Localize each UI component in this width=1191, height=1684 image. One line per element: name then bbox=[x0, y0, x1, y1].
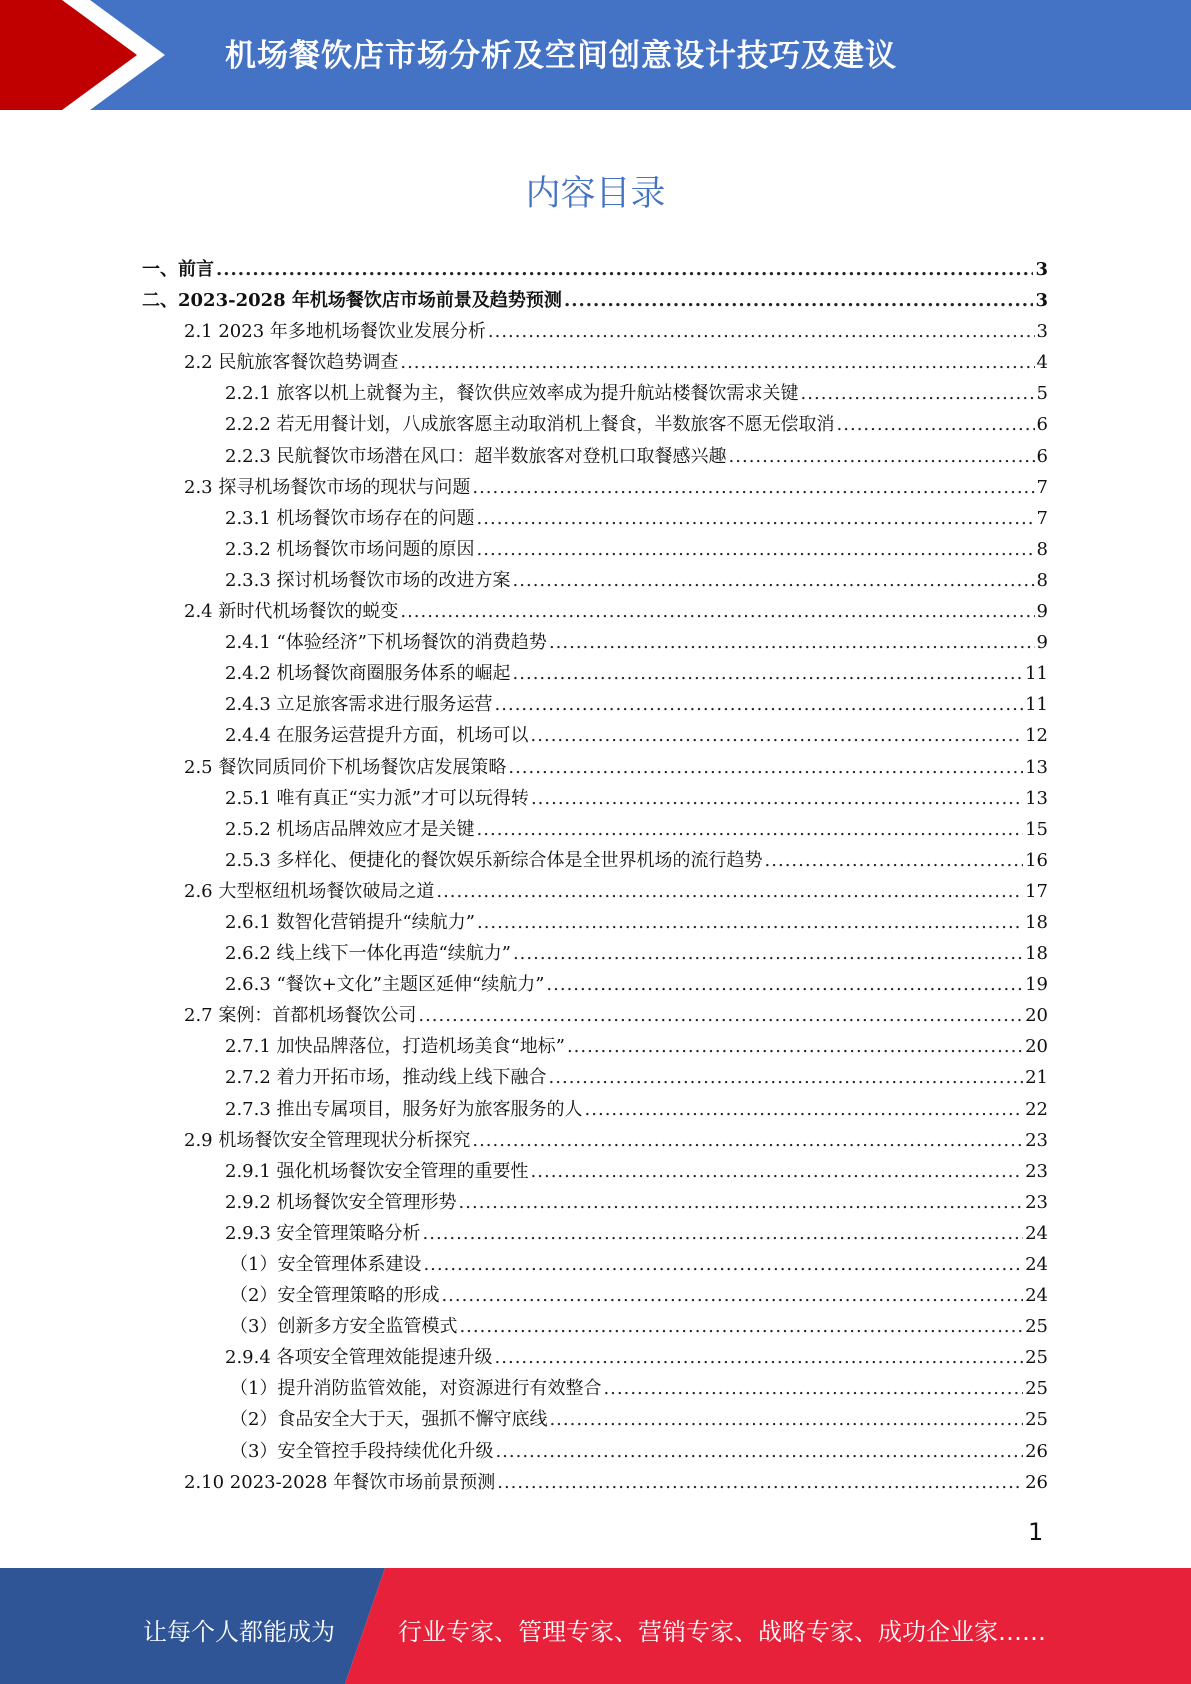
toc-entry[interactable] bbox=[142, 1063, 1048, 1094]
toc-leader-dots bbox=[472, 477, 1034, 498]
toc-entry-page: 22 bbox=[1025, 1098, 1048, 1120]
toc-entry[interactable] bbox=[142, 535, 1048, 566]
toc-entry-label: 一、前言 bbox=[142, 259, 214, 280]
toc-entry-page: 3 bbox=[1035, 290, 1048, 312]
toc-entry-page: 25 bbox=[1025, 1316, 1048, 1338]
toc-entry-label: 2.6.1 数智化营销提升“续航力” bbox=[225, 911, 475, 933]
toc-entry-label: 2.7.2 着力开拓市场，推动线上线下融合 bbox=[225, 1067, 547, 1089]
toc-entry-page: 19 bbox=[1025, 974, 1048, 996]
toc-entry-label: 2.9 机场餐饮安全管理现状分析探究 bbox=[184, 1129, 471, 1151]
toc-entry-label: 2.5.3 多样化、便捷化的餐饮娱乐新综合体是全世界机场的流行趋势 bbox=[225, 849, 763, 871]
toc-leader-dots bbox=[513, 943, 1023, 964]
toc-leader-dots bbox=[603, 1378, 1023, 1399]
toc-leader-dots bbox=[495, 694, 1024, 715]
toc-entry[interactable] bbox=[142, 1374, 1048, 1405]
toc-leader-dots bbox=[216, 259, 1033, 280]
footer-banner bbox=[0, 1568, 1191, 1684]
toc-entry-page: 24 bbox=[1025, 1285, 1048, 1307]
toc-entry-label: 2.4.3 立足旅客需求进行服务运营 bbox=[225, 694, 493, 716]
toc-entry-page: 20 bbox=[1025, 1005, 1048, 1027]
toc-entry-page: 15 bbox=[1025, 818, 1048, 840]
toc-entry[interactable] bbox=[142, 877, 1048, 908]
toc-leader-dots bbox=[400, 601, 1034, 622]
toc-leader-dots bbox=[801, 383, 1035, 404]
toc-entry[interactable] bbox=[142, 1001, 1048, 1032]
toc-entry[interactable] bbox=[142, 1157, 1048, 1188]
toc-leader-dots bbox=[531, 788, 1023, 809]
toc-entry-page: 20 bbox=[1025, 1036, 1048, 1058]
document-title: 机场餐饮店市场分析及空间创意设计技巧及建议 bbox=[225, 38, 897, 74]
toc-entry[interactable] bbox=[142, 1250, 1048, 1281]
toc-leader-dots bbox=[513, 663, 1024, 684]
toc-entry[interactable] bbox=[142, 1343, 1048, 1374]
toc-entry[interactable] bbox=[142, 597, 1048, 628]
toc-entry-label: 2.2 民航旅客餐饮趋势调查 bbox=[184, 352, 399, 374]
toc-entry[interactable] bbox=[142, 473, 1048, 504]
toc-entry-page: 4 bbox=[1036, 352, 1048, 374]
toc-entry-label: 2.7.1 加快品牌落位，打造机场美食“地标” bbox=[225, 1036, 565, 1058]
toc-entry[interactable] bbox=[142, 1188, 1048, 1219]
toc-leader-dots bbox=[418, 1005, 1023, 1026]
toc-entry[interactable] bbox=[142, 1126, 1048, 1157]
toc-entry[interactable] bbox=[142, 784, 1048, 815]
toc-entry[interactable] bbox=[142, 1281, 1048, 1312]
toc-leader-dots bbox=[585, 1099, 1024, 1120]
toc-entry-page: 11 bbox=[1025, 694, 1048, 716]
toc-entry-label: 2.4.2 机场餐饮商圈服务体系的崛起 bbox=[225, 663, 511, 685]
toc-leader-dots bbox=[400, 352, 1034, 373]
toc-leader-dots bbox=[495, 1441, 1023, 1462]
toc-entry-page: 26 bbox=[1025, 1471, 1048, 1493]
toc-leader-dots bbox=[837, 414, 1035, 435]
toc-entry[interactable] bbox=[142, 1032, 1048, 1063]
toc-entry-page: 25 bbox=[1025, 1347, 1048, 1369]
toc-leader-dots bbox=[477, 539, 1035, 560]
toc-leader-dots bbox=[459, 1192, 1024, 1213]
toc-entry-label: （2）食品安全大于天，强抓不懈守底线 bbox=[230, 1409, 548, 1431]
toc-entry[interactable] bbox=[142, 815, 1048, 846]
footer-slogan-right: 行业专家、管理专家、营销专家、战略专家、成功企业家…… bbox=[398, 1618, 1046, 1646]
toc-entry-label: 2.2.3 民航餐饮市场潜在风口：超半数旅客对登机口取餐感兴趣 bbox=[225, 445, 727, 467]
toc-entry[interactable] bbox=[142, 846, 1048, 877]
footer-slogan-left: 让每个人都能成为 bbox=[143, 1618, 335, 1646]
toc-leader-dots bbox=[549, 1409, 1023, 1430]
toc-entry[interactable] bbox=[142, 1405, 1048, 1436]
toc-entry-page: 7 bbox=[1036, 507, 1048, 529]
toc-entry-page: 16 bbox=[1025, 849, 1048, 871]
toc-entry-label: 2.9.1 强化机场餐饮安全管理的重要性 bbox=[225, 1160, 529, 1182]
toc-entry[interactable] bbox=[142, 1095, 1048, 1126]
toc-entry-page: 9 bbox=[1036, 632, 1048, 654]
toc-entry-page: 23 bbox=[1025, 1129, 1048, 1151]
toc-entry-page: 25 bbox=[1025, 1378, 1048, 1400]
toc-entry-page: 3 bbox=[1035, 259, 1048, 280]
toc-entry-page: 5 bbox=[1036, 383, 1048, 405]
toc-entry-label: 2.9.3 安全管理策略分析 bbox=[225, 1222, 421, 1244]
toc-entry-label: 2.7.3 推出专属项目，服务好为旅客服务的人 bbox=[225, 1098, 583, 1120]
toc-entry[interactable] bbox=[142, 690, 1048, 721]
toc-entry[interactable] bbox=[142, 1437, 1048, 1468]
toc-entry[interactable] bbox=[142, 908, 1048, 939]
toc-entry-label: 2.9.2 机场餐饮安全管理形势 bbox=[225, 1191, 457, 1213]
toc-leader-dots bbox=[531, 1161, 1024, 1182]
toc-entry[interactable] bbox=[142, 504, 1048, 535]
toc-entry[interactable] bbox=[142, 721, 1048, 752]
toc-entry[interactable] bbox=[142, 379, 1048, 410]
toc-leader-dots bbox=[546, 974, 1023, 995]
toc-leader-dots bbox=[765, 850, 1024, 871]
toc-entry[interactable] bbox=[142, 1219, 1048, 1250]
toc-entry-page: 8 bbox=[1036, 569, 1048, 591]
toc-leader-dots bbox=[497, 1472, 1023, 1493]
toc-entry-page: 6 bbox=[1036, 414, 1048, 436]
toc-entry-label: 2.6 大型枢纽机场餐饮破局之道 bbox=[184, 880, 435, 902]
toc-entry[interactable] bbox=[142, 255, 1048, 286]
toc-entry-label: （1）安全管理体系建设 bbox=[230, 1254, 422, 1275]
toc-leader-dots bbox=[423, 1223, 1024, 1244]
toc-entry-label: 2.5.2 机场店品牌效应才是关键 bbox=[225, 818, 475, 840]
toc-leader-dots bbox=[508, 757, 1023, 778]
toc-entry-page: 11 bbox=[1025, 663, 1048, 685]
toc-entry-page: 18 bbox=[1025, 911, 1048, 933]
toc-leader-dots bbox=[477, 508, 1035, 529]
toc-entry[interactable] bbox=[142, 286, 1048, 317]
toc-leader-dots bbox=[549, 632, 1035, 653]
toc-leader-dots bbox=[459, 1316, 1023, 1337]
toc-entry-page: 24 bbox=[1025, 1222, 1048, 1244]
toc-entry-label: 2.4.4 在服务运营提升方面，机场可以 bbox=[225, 725, 529, 747]
toc-entry-label: 2.6.2 线上线下一体化再造“续航力” bbox=[225, 943, 511, 965]
toc-entry-page: 25 bbox=[1025, 1409, 1048, 1431]
toc-entry[interactable] bbox=[142, 317, 1048, 348]
toc-entry-page: 17 bbox=[1025, 880, 1048, 902]
toc-leader-dots bbox=[423, 1254, 1023, 1275]
toc-entry-label: （1）提升消防监管效能，对资源进行有效整合 bbox=[230, 1378, 602, 1400]
toc-entry[interactable] bbox=[142, 410, 1048, 441]
page-number: 1 bbox=[1028, 1518, 1044, 1546]
toc-leader-dots bbox=[472, 1130, 1023, 1151]
toc-entry-label: 2.9.4 各项安全管理效能提速升级 bbox=[225, 1347, 493, 1369]
toc-entry-label: 2.1 2023 年多地机场餐饮业发展分析 bbox=[184, 321, 486, 343]
toc-entry-page: 26 bbox=[1025, 1440, 1048, 1462]
toc-entry[interactable] bbox=[142, 348, 1048, 379]
toc-entry[interactable] bbox=[142, 1468, 1048, 1499]
toc-heading: 内容目录 bbox=[525, 174, 666, 214]
toc-entry-label: 二、2023-2028 年机场餐饮店市场前景及趋势预测 bbox=[142, 290, 562, 312]
toc-entry-page: 23 bbox=[1025, 1191, 1048, 1213]
toc-leader-dots bbox=[564, 290, 1034, 311]
toc-entry-label: 2.4.1 “体验经济”下机场餐饮的消费趋势 bbox=[225, 632, 547, 654]
toc-leader-dots bbox=[567, 1036, 1023, 1057]
header-banner bbox=[0, 0, 1191, 110]
toc-entry[interactable] bbox=[142, 753, 1048, 784]
toc-entry-label: 2.4 新时代机场餐饮的蜕变 bbox=[184, 601, 399, 623]
toc-entry-label: 2.3.3 探讨机场餐饮市场的改进方案 bbox=[225, 569, 511, 591]
toc-entry-label: 2.3.2 机场餐饮市场问题的原因 bbox=[225, 538, 475, 560]
toc-entry-label: （2）安全管理策略的形成 bbox=[230, 1285, 440, 1307]
toc-entry-label: 2.3 探寻机场餐饮市场的现状与问题 bbox=[184, 476, 471, 498]
toc-leader-dots bbox=[531, 725, 1024, 746]
toc-leader-dots bbox=[477, 912, 1023, 933]
toc-entry[interactable] bbox=[142, 566, 1048, 597]
toc-entry[interactable] bbox=[142, 628, 1048, 659]
toc-entry-page: 13 bbox=[1025, 787, 1048, 809]
toc-entry-label: 2.3.1 机场餐饮市场存在的问题 bbox=[225, 507, 475, 529]
toc-leader-dots bbox=[436, 881, 1023, 902]
toc-entry-page: 9 bbox=[1036, 601, 1048, 623]
toc-leader-dots bbox=[441, 1285, 1023, 1306]
toc-entry-label: 2.6.3 “餐饮+文化”主题区延伸“续航力” bbox=[225, 974, 545, 996]
toc-entry-page: 24 bbox=[1025, 1254, 1048, 1275]
toc-leader-dots bbox=[495, 1347, 1024, 1368]
toc-leader-dots bbox=[477, 819, 1024, 840]
toc-leader-dots bbox=[488, 321, 1035, 342]
toc-entry[interactable] bbox=[142, 659, 1048, 690]
toc-leader-dots bbox=[549, 1067, 1024, 1088]
toc-entry-page: 6 bbox=[1036, 445, 1048, 467]
toc-entry-label: （3）创新多方安全监管模式 bbox=[230, 1316, 458, 1338]
toc-entry-label: 2.7 案例：首都机场餐饮公司 bbox=[184, 1005, 417, 1027]
toc-entry-label: 2.5 餐饮同质同价下机场餐饮店发展策略 bbox=[184, 756, 507, 778]
toc-entry-page: 13 bbox=[1025, 756, 1048, 778]
toc-entry-page: 18 bbox=[1025, 943, 1048, 965]
toc-entry-label: 2.10 2023-2028 年餐饮市场前景预测 bbox=[184, 1471, 496, 1493]
toc-entry-page: 3 bbox=[1036, 321, 1048, 343]
toc-entry-page: 12 bbox=[1025, 725, 1048, 747]
toc-entry-label: 2.5.1 唯有真正“实力派”才可以玩得转 bbox=[225, 787, 529, 809]
toc-entry-page: 7 bbox=[1036, 476, 1048, 498]
toc-entry-label: 2.2.2 若无用餐计划，八成旅客愿主动取消机上餐食，半数旅客不愿无偿取消 bbox=[225, 414, 835, 436]
toc-leader-dots bbox=[729, 446, 1035, 467]
toc-entry[interactable] bbox=[142, 970, 1048, 1001]
toc-entry-page: 23 bbox=[1025, 1160, 1048, 1182]
toc-leader-dots bbox=[513, 570, 1035, 591]
toc-entry[interactable] bbox=[142, 442, 1048, 473]
toc-entry-label: （3）安全管控手段持续优化升级 bbox=[230, 1440, 494, 1462]
toc-entry-label: 2.2.1 旅客以机上就餐为主，餐饮供应效率成为提升航站楼餐饮需求关键 bbox=[225, 383, 799, 405]
toc-entry[interactable] bbox=[142, 939, 1048, 970]
toc-entry[interactable] bbox=[142, 1312, 1048, 1343]
toc-entry-page: 8 bbox=[1036, 538, 1048, 560]
table-of-contents bbox=[142, 255, 1048, 1499]
toc-entry-page: 21 bbox=[1025, 1067, 1048, 1089]
